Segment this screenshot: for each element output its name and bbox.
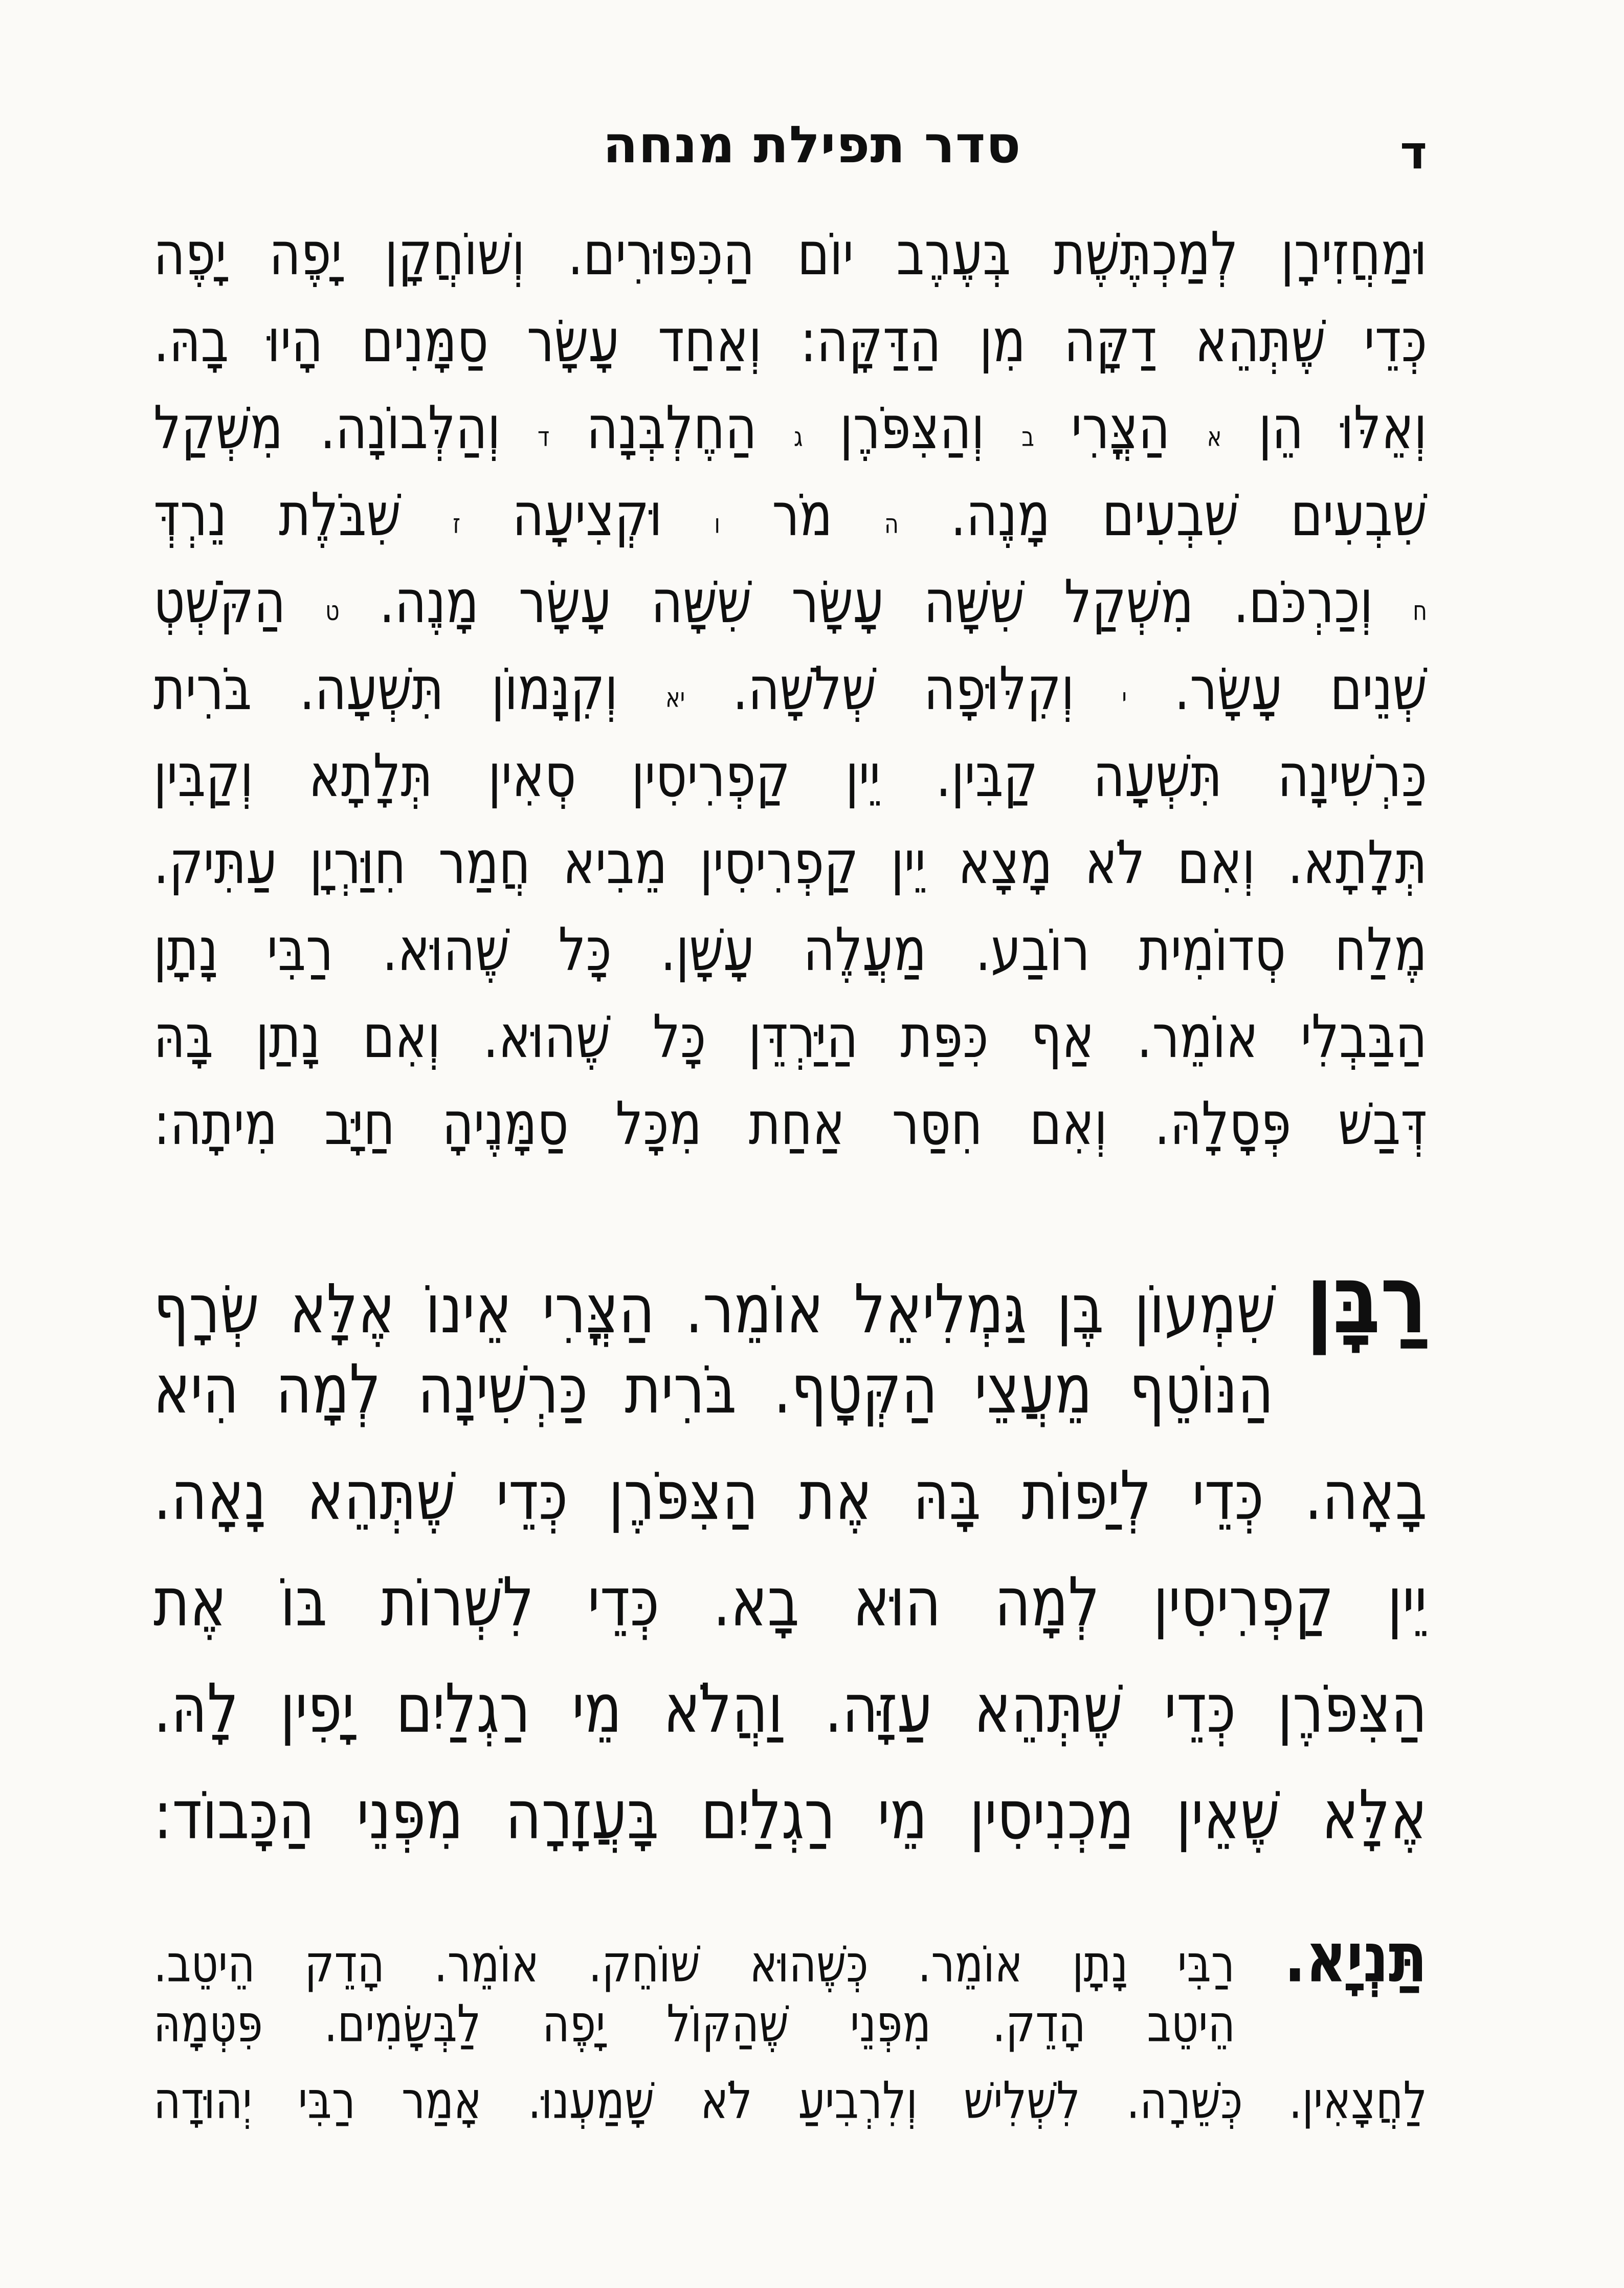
word: הַקֹּשְׁטְ [153, 568, 286, 637]
word: וְהַצִּפֹּרֶן [839, 394, 985, 463]
word: נָאָה. [153, 1457, 266, 1535]
word: עַזָּה. [825, 1670, 932, 1748]
word: מִן [979, 307, 1026, 376]
word: רַגְלַיִם [396, 1670, 530, 1748]
ingredient-index-letter: א [1207, 421, 1222, 453]
word: מַכְנִיסִין [969, 1776, 1134, 1855]
word: וְאִם [1177, 829, 1256, 898]
word: נֵרְדְּ [153, 481, 227, 550]
word: וְשׁוֹחֲקָן [385, 220, 525, 289]
word: כָּל [652, 1003, 706, 1072]
word: שִׁשָּׁה [924, 568, 1025, 637]
word: שׁוֹחֵק. [588, 1934, 700, 1994]
ingredient-index-letter: ב [1021, 421, 1034, 453]
word: לָהּ. [153, 1670, 239, 1748]
word: עָשָׂר [518, 568, 612, 637]
word: סְאִין [488, 742, 576, 811]
word: הַקְּטָף. [773, 1351, 938, 1429]
word: שֶׁאֵין [1176, 1776, 1280, 1855]
word: מֹר [772, 481, 833, 550]
word: וְקִנָּמוֹן [491, 655, 618, 724]
word: אַף [1031, 1003, 1095, 1072]
word: וְאִם [363, 1003, 441, 1072]
word: יֵין [845, 742, 881, 811]
ingredient-index-letter: ה [884, 508, 899, 540]
text-line [153, 1090, 1427, 1196]
word: רַבִּי [266, 916, 333, 985]
word: לַחֲצָאִין. [1288, 2071, 1427, 2130]
ingredient-index-letter: ג [793, 421, 803, 453]
word: עָשָׂר [526, 307, 620, 376]
word: יָפִין [280, 1670, 354, 1748]
word: תִּשְׁעָה [1093, 742, 1222, 811]
word: וְלִרְבִיעַ [798, 2071, 918, 2130]
text-line [153, 2071, 1427, 2165]
word: רַבִּי [1177, 1934, 1235, 1994]
word: עָשָׂר. [1174, 655, 1283, 724]
word: לְיַפּוֹת [1021, 1457, 1151, 1535]
word: כְּדֵי [496, 1457, 568, 1535]
word: כָּל [558, 916, 612, 985]
word: כְּדֵי [1192, 1457, 1264, 1535]
word: מִשְׁקַל [153, 394, 283, 463]
word: עַתִּיק. [153, 829, 277, 898]
word: מִפְּנֵי [357, 1776, 463, 1855]
word: רַבִּי [298, 2071, 355, 2130]
word: חֲמַר [438, 829, 531, 898]
word: בָּהּ [913, 1457, 981, 1535]
word: בָּעֲזָרָה [505, 1776, 659, 1855]
word: נָתָן [1072, 1934, 1128, 1994]
word: בָהּ. [153, 307, 229, 376]
word: לִשְׁלִישׁ [964, 2071, 1080, 2130]
word: הַנּוֹטֵף [1129, 1351, 1274, 1429]
word: הַכָּבוֹד: [153, 1776, 315, 1855]
word: אָמַר [402, 2071, 482, 2130]
word: שִׁמְעוֹן [1134, 1270, 1276, 1349]
word: אֶלָּא [1322, 1776, 1427, 1855]
ingredient-index-letter: ט [325, 595, 340, 627]
word: שִׁבְעִים [1102, 481, 1239, 550]
word: מִפְּנֵי [850, 1994, 931, 2054]
word: מֵי [877, 1776, 928, 1855]
word: שְׁנֵים [1330, 655, 1427, 724]
word: הַכִּפּוּרִים. [567, 220, 755, 289]
word: פְּסָלָהּ. [1154, 1090, 1292, 1159]
word: אוֹמֵר. [1137, 1003, 1259, 1072]
word: תְּלָתָא. [1287, 829, 1427, 898]
ingredient-index-letter: יא [665, 682, 685, 714]
word: מַעֲלֶה [803, 916, 927, 985]
word: יְהוּדָה [153, 2071, 252, 2130]
page-number: ד [1400, 126, 1427, 180]
word: מֶלַח [1334, 916, 1427, 985]
word: יֵין [1387, 1564, 1427, 1642]
word: הֵיטֵב [1147, 1994, 1235, 2054]
ingredient-index-letter: ד [537, 421, 550, 453]
ingredient-index-letter: ו [714, 508, 720, 540]
ingredient-index-letter: ז [453, 508, 461, 540]
word: וְכַרְכֹּם. [1233, 568, 1373, 637]
word: יָפֶה [153, 220, 227, 289]
page-title: סדר תפילת מנחה [603, 115, 1021, 174]
word: וְאֵלּוּ [1340, 394, 1427, 463]
paragraph-tanya [153, 1918, 1427, 2148]
word: וְהַלְּבוֹנָה. [320, 394, 501, 463]
ingredient-index-letter: י [1122, 682, 1127, 714]
opening-word: רַבָּן [1306, 1244, 1427, 1355]
word: שֶׁתְּהֵא [974, 1670, 1123, 1748]
word: גַּמְלִיאֵל [854, 1270, 1027, 1349]
opening-word: תַּנְיָא. [1284, 1918, 1427, 1998]
word: כִּפַּת [900, 1003, 989, 1072]
word: בֶּן [1057, 1270, 1104, 1349]
word: מֵבִיא [563, 829, 668, 898]
word: הָיוּ [267, 307, 323, 376]
word: יֵין [891, 829, 926, 898]
word: קַפְרִיסִין [1153, 1564, 1334, 1642]
word: הַיַּרְדֵּן [748, 1003, 858, 1072]
word: אוֹמֵר. [685, 1270, 824, 1349]
paragraph-pitum-haketoret [153, 220, 1427, 1177]
word: אַחַת [748, 1090, 845, 1159]
word: לֹא [700, 2071, 752, 2130]
paragraph-rabban-shimon [153, 1244, 1427, 1883]
word: חִוַּרְיָן [309, 829, 406, 898]
word: כְּדֵי [1164, 1670, 1236, 1748]
word: כְּדֵי [587, 1564, 659, 1642]
word: יוֹם [797, 220, 854, 289]
word: עָשָׁן. [660, 916, 754, 985]
word: קַבִּין. [936, 742, 1038, 811]
word: עָשָׂר [791, 568, 884, 637]
word: וְאַחַד [658, 307, 762, 376]
word: בְּעֶרֶב [896, 220, 1011, 289]
word: מֵי [572, 1670, 622, 1748]
word: מֵעֲצֵי [974, 1351, 1093, 1429]
word: דְּבַשׁ [1338, 1090, 1427, 1159]
word: אֶת [153, 1564, 227, 1642]
word: אוֹמֵר. [918, 1934, 1023, 1994]
word: בָּהּ [153, 1003, 214, 1072]
word: חַיָּב [324, 1090, 395, 1159]
word: קַפְרִיסִין [631, 742, 790, 811]
word: וְקַבִּין [153, 742, 254, 811]
word: הַחֶלְבְּנָה [586, 394, 757, 463]
word: יָפֶה [542, 1994, 606, 2054]
word: כְּשֵׁרָה. [1126, 2071, 1243, 2130]
word: בֹּרִית [625, 1351, 737, 1429]
word: נָתַן [255, 1003, 321, 1072]
word: סַמָּנִים [361, 307, 488, 376]
word: אֶלָּא [290, 1270, 395, 1349]
word: וְאִם [1029, 1090, 1108, 1159]
word: לַבְּשָׂמִים. [324, 1994, 481, 2054]
word: הִיא [153, 1351, 239, 1429]
word: כְּדֵי [1364, 307, 1427, 376]
word: שִׁשָּׁה [651, 568, 752, 637]
word: שְׂרָף [153, 1270, 259, 1349]
word: שֶׁהוּא. [382, 916, 510, 985]
word: שָׁמַעְנוּ. [527, 2071, 655, 2130]
word: דַקָּה [1064, 307, 1157, 376]
word: שֶׁתְּהֵא [307, 1457, 456, 1535]
word: הַצִּפֹּרֶן [1277, 1670, 1427, 1748]
word: תְּלָתָא [308, 742, 433, 811]
word: וּמַחֲזִירָן [1280, 220, 1427, 289]
word: הוּא [853, 1564, 941, 1642]
word: כַּרְשִׁינָה [1277, 742, 1427, 811]
word: קַפְרִיסִין [699, 829, 859, 898]
word: שֶׁהוּא. [483, 1003, 611, 1072]
word: הָדֵק [304, 1934, 385, 1994]
word: רוֹבַע. [975, 916, 1090, 985]
word: הֵיטֵב. [153, 1934, 255, 1994]
word: מָנֶה. [379, 568, 479, 637]
word: הַדַּקָּה: [800, 307, 941, 376]
word: שֶׁתְּהֵא [1195, 307, 1326, 376]
word: וַהֲלֹא [663, 1670, 783, 1748]
word: וְקִלּוּפָה [923, 655, 1075, 724]
word: כְּשֶׁהוּא [749, 1934, 869, 1994]
word: תִּשְׁעָה. [299, 655, 444, 724]
word: רַגְלַיִם [701, 1776, 836, 1855]
word: שְׁלֹשָׁה. [732, 655, 877, 724]
word: הַצֳּרִי [542, 1270, 655, 1349]
word: בּוֹ [280, 1564, 327, 1642]
word: נָתָן [153, 916, 218, 985]
word: חִסַּר [892, 1090, 983, 1159]
word: אוֹמֵר. [434, 1934, 539, 1994]
word: לֹא [1084, 829, 1145, 898]
word: אֶת [798, 1457, 873, 1535]
word: לְמַכְתֶּשֶׁת [1053, 220, 1238, 289]
word: שֶׁהַקּוֹל [666, 1994, 789, 2054]
word: לְמָה [276, 1351, 381, 1429]
ingredient-index-letter: ח [1413, 595, 1427, 627]
word: הָדֵק. [992, 1994, 1086, 2054]
word: בָאָה. [1304, 1457, 1427, 1535]
word: שִׁבְעִים [1291, 481, 1427, 550]
word: לְמָה [994, 1564, 1100, 1642]
word: מָנֶה. [950, 481, 1051, 550]
word: סְדוֹמִית [1139, 916, 1286, 985]
word: הֵן [1258, 394, 1304, 463]
word: בָא. [713, 1564, 799, 1642]
word: מִיתָה: [153, 1090, 278, 1159]
text-line [153, 1776, 1427, 1906]
word: יָפֶה [269, 220, 342, 289]
word: וּקְצִיעָה [512, 481, 662, 550]
word: סַמָּנֶיהָ [442, 1090, 569, 1159]
word: מָצָא [958, 829, 1053, 898]
word: לִשְׁרוֹת [381, 1564, 534, 1642]
word: הַצֳּרִי [1071, 394, 1170, 463]
word: פִּטְּמָהּ [153, 1994, 263, 2054]
word: הַצִּפֹּרֶן [608, 1457, 759, 1535]
word: הַבַּבְלִי [1300, 1003, 1427, 1072]
word: מִשְׁקַל [1064, 568, 1194, 637]
word: כַּרְשִׁינָה [417, 1351, 588, 1429]
word: בֹּרִית [153, 655, 252, 724]
word: אֵינוֹ [425, 1270, 512, 1349]
word: מִכָּל [615, 1090, 702, 1159]
word: שִׁבֹּלֶת [279, 481, 401, 550]
